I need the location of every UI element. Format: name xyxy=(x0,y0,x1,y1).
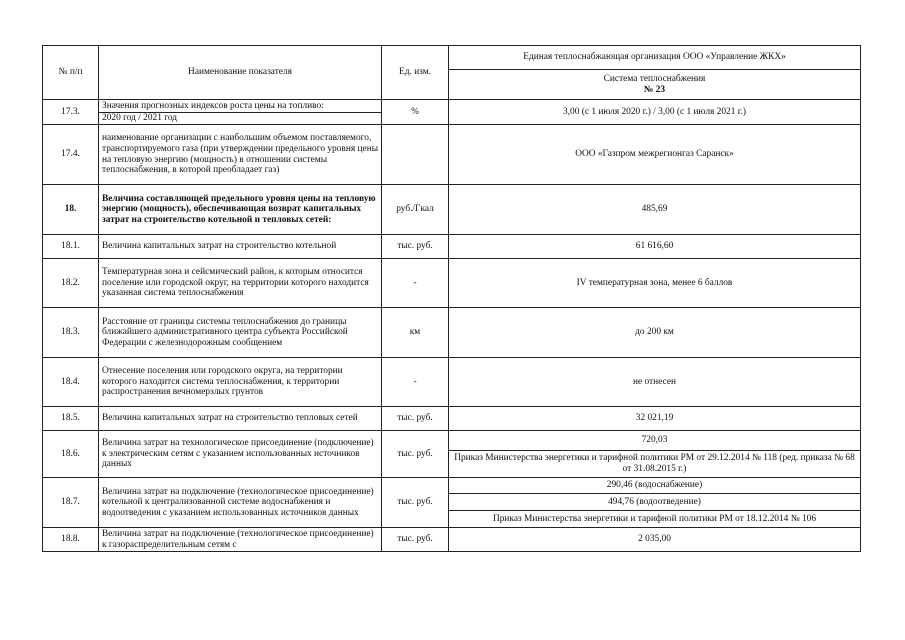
header-name: Наименование показателя xyxy=(99,46,382,100)
row-unit: тыс. руб. xyxy=(382,431,449,478)
table-row xyxy=(43,308,861,358)
row-value: 3,00 (с 1 июля 2020 г.) / 3,00 (с 1 июля 2021 г.) xyxy=(449,100,861,125)
table-row xyxy=(43,235,861,259)
row-value: 485,69 xyxy=(449,185,861,235)
row-name: Величина затрат на подключение (технологическое присоединение) к газораспределительным сетям с xyxy=(99,528,382,552)
indicator-table xyxy=(42,45,861,552)
row-value: ООО «Газпром межрегионгаз Саранск» xyxy=(449,125,861,185)
row-number: 18. xyxy=(43,185,99,235)
row-unit: - xyxy=(382,358,449,407)
row-unit: руб./Гкал xyxy=(382,185,449,235)
row-unit xyxy=(382,125,449,185)
row-value: 494,76 (водоотведение) xyxy=(449,494,861,511)
row-number: 18.1. xyxy=(43,235,99,259)
header-org: Единая теплоснабжающая организация ООО «Управление ЖКХ» xyxy=(449,46,861,70)
row-value: 61 616,60 xyxy=(449,235,861,259)
row-value: 32 021,19 xyxy=(449,407,861,431)
row-name: Температурная зона и сейсмический район, к которым относится поселение или городской округ, на территории которого находится указанная система теплоснабжения xyxy=(99,259,382,308)
row-unit: км xyxy=(382,308,449,358)
table-row xyxy=(43,528,861,552)
row-name-sub: 2020 год / 2021 год xyxy=(99,113,382,125)
table-row xyxy=(43,100,861,113)
row-source: Приказ Министерства энергетики и тарифной политики РМ от 18.12.2014 № 106 xyxy=(449,511,861,528)
row-name: Величина капитальных затрат на строительство котельной xyxy=(99,235,382,259)
row-name: Отнесение поселения или городского округа, на территории которого находится система теплоснабжения, к территории распространения вечномерзлых грунтов xyxy=(99,358,382,407)
row-value: не отнесен xyxy=(449,358,861,407)
row-source: Приказ Министерства энергетики и тарифной политики РМ от 29.12.2014 № 118 (ред. приказа № 68 от 31.08.2015 г.) xyxy=(449,451,861,478)
table-row xyxy=(43,478,861,494)
row-number: 18.3. xyxy=(43,308,99,358)
header-unit: Ед. изм. xyxy=(382,46,449,100)
row-value: до 200 км xyxy=(449,308,861,358)
row-value: IV температурная зона, менее 6 баллов xyxy=(449,259,861,308)
row-name: Величина затрат на подключение (технологическое присоединение) котельной к централизованной системе водоснабжения и водоотведения с указанием использованных источников данных xyxy=(99,478,382,528)
row-unit: тыс. руб. xyxy=(382,407,449,431)
table-row xyxy=(43,358,861,407)
row-number: 18.2. xyxy=(43,259,99,308)
row-unit: тыс. руб. xyxy=(382,235,449,259)
row-name: Значения прогнозных индексов роста цены на топливо: xyxy=(99,100,382,113)
row-value: 2 035,00 xyxy=(449,528,861,552)
header-system-label: Система теплоснабжения xyxy=(603,73,706,84)
table-row xyxy=(43,407,861,431)
header-num: № п/п xyxy=(43,46,99,100)
row-value: 720,03 xyxy=(449,431,861,451)
row-number: 18.7. xyxy=(43,478,99,528)
table-row xyxy=(43,125,861,185)
row-unit: % xyxy=(382,100,449,125)
row-name: Расстояние от границы системы теплоснабжения до границы ближайшего административного центра субъекта Российской Федерации с железнодорожным сообщением xyxy=(99,308,382,358)
row-number: 18.8. xyxy=(43,528,99,552)
header-system-number: № 23 xyxy=(643,84,666,95)
table-row xyxy=(43,185,861,235)
row-number: 17.3. xyxy=(43,100,99,125)
table-row xyxy=(43,259,861,308)
row-unit: тыс. руб. xyxy=(382,528,449,552)
row-unit: - xyxy=(382,259,449,308)
row-number: 18.5. xyxy=(43,407,99,431)
table-row xyxy=(43,431,861,451)
row-value: 290,46 (водоснабжение) xyxy=(449,478,861,494)
row-number: 18.6. xyxy=(43,431,99,478)
row-name: наименование организации с наибольшим объемом поставляемого, транспортируемого газа (при утверждении предельного уровня цены на тепловую энергию (мощность) в отношении системы теплоснабжения, в которой преобладает газ) xyxy=(99,125,382,185)
row-number: 17.4. xyxy=(43,125,99,185)
row-name: Величина капитальных затрат на строительство тепловых сетей xyxy=(99,407,382,431)
header-system xyxy=(449,70,861,100)
row-number: 18.4. xyxy=(43,358,99,407)
row-name: Величина составляющей предельного уровня цены на тепловую энергию (мощность), обеспечивающая возврат капитальных затрат на строительство котельной и тепловых сетей: xyxy=(99,185,382,235)
row-name: Величина затрат на технологическое присоединение (подключение) к электрическим сетям с указанием использованных источников данных xyxy=(99,431,382,478)
row-unit: тыс. руб. xyxy=(382,478,449,528)
